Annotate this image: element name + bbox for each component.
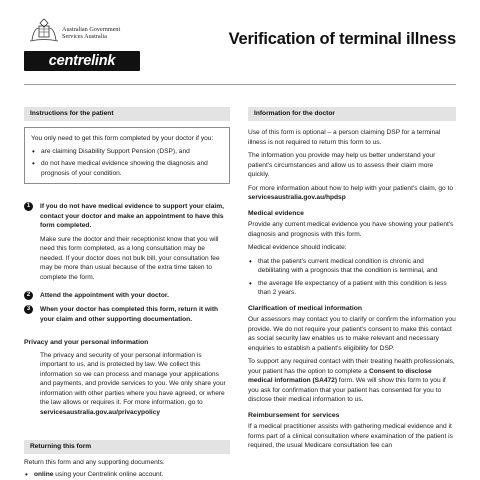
patient-intro-box (24, 127, 230, 184)
clarification-text: form. We will show this form to you if you ask for confirmation that your patient has consented for you to disclose their medical information to us. (248, 377, 446, 403)
brand-text: centrelink (48, 53, 116, 69)
step-3 (24, 305, 230, 324)
privacy-heading: Privacy and your personal information (24, 339, 149, 346)
doctor-more-info-text: For more information about how to help with your patient's claim, go to (248, 184, 454, 192)
clarification-paragraph: Our assessors may contact you to clarify or confirm the information you provide. We do not require your patient's consent to make this contact as social security law enables us to make relevant and necessary enquiries to establish a patient's eligibility for DSP. (248, 316, 456, 352)
header-divider (24, 84, 456, 85)
coat-of-arms-icon (28, 16, 60, 44)
clarification-paragraph (248, 357, 456, 405)
reimbursement-heading: Reimbursement for services (248, 411, 340, 419)
doctor-paragraph: Use of this form is optional – a person claiming DSP for a terminal illness is not required to return this form to us. (248, 129, 441, 146)
step-text: When your doctor has completed this form, return it with your claim and other supporting documentation. (40, 306, 219, 323)
step-number: 1 (24, 202, 33, 211)
privacy-section (24, 338, 230, 417)
returning-method: online (34, 470, 54, 478)
step-number: 3 (24, 305, 33, 314)
step-1 (24, 202, 230, 282)
page-header (0, 0, 480, 92)
step-number: 2 (24, 291, 33, 300)
step-text: If you do not have medical evidence to support your claim, contact your doctor and make an appointment to have this form completed. (40, 203, 224, 229)
government-name: Australian Government (62, 26, 121, 33)
privacy-text: The privacy and security of your personal information is important to us, and is protected by law. We collect this information so we can process and manage your applications and payments, and provide services to you. We only share your information with other parties where you have agreed, or where the law allows or requires it. For more information, go to (40, 351, 226, 406)
step-text: Attend the appointment with your doctor. (40, 292, 169, 299)
doctor-section-heading: Information for the doctor (248, 107, 456, 121)
medical-evidence-heading: Medical evidence (248, 209, 304, 217)
page-title: Verification of terminal illness (228, 30, 456, 48)
returning-method-detail: using your Centrelink online account. (53, 470, 164, 478)
patient-bullet: • are claiming Disability Support Pension (DSP), and (31, 147, 223, 157)
agency-name: Services Australia (62, 33, 107, 40)
step-2 (24, 291, 230, 301)
privacy-policy-link[interactable]: servicesaustralia.gov.au/privacypolicy (40, 408, 161, 416)
doctor-section (248, 128, 456, 455)
reimbursement-paragraph: If a medical practitioner assists with gathering medical evidence and it forms part of a clinical consultation where examination of the patient is required, the usual Medicare consultation fee can (248, 423, 453, 449)
hpdsp-link[interactable]: servicesaustralia.gov.au/hpdsp (248, 194, 346, 201)
step-note: Make sure the doctor and their receptionist know that you will need this form completed, as a long consultation may be needed. If your doctor does not bulk bill, your consultation fee may be more than usual because of the extra time taken to complete the form. (40, 235, 220, 281)
evidence-paragraph: Provide any current medical evidence you have showing your patient's diagnosis and prognosis with this form. (248, 221, 454, 238)
evidence-bullet: • the average life expectancy of a patient with this condition is less than 2 years. (248, 279, 456, 298)
consent-form-name: Consent to disclose medical information (SA472) (248, 367, 432, 384)
patient-bullet: • do not have medical evidence showing the diagnosis and prognosis of your condition. (31, 159, 223, 178)
returning-section (24, 458, 230, 480)
doctor-paragraph (248, 184, 456, 203)
returning-section-heading: Returning this form (24, 440, 230, 454)
evidence-bullet: • that the patient's current medical condition is chronic and debilitating with a prognosis that the condition is terminal, and (248, 257, 456, 276)
returning-bullet (24, 470, 230, 480)
patient-intro-text: You only need to get this form completed by your doctor if you: (31, 135, 214, 142)
doctor-paragraph: The information you provide may help us better understand your patient's circumstances and allow us to assess their claim more quickly. (248, 152, 436, 178)
returning-intro: Return this form and any supporting documents: (24, 459, 165, 466)
patient-section-heading: Instructions for the patient (24, 107, 230, 121)
clarification-heading: Clarification of medical information (248, 304, 363, 312)
centrelink-logo (24, 51, 140, 71)
clarification-text: To support any required contact with their treating health professionals, your patient has the option to complete a (248, 358, 455, 375)
evidence-paragraph: Medical evidence should indicate: (248, 244, 347, 251)
